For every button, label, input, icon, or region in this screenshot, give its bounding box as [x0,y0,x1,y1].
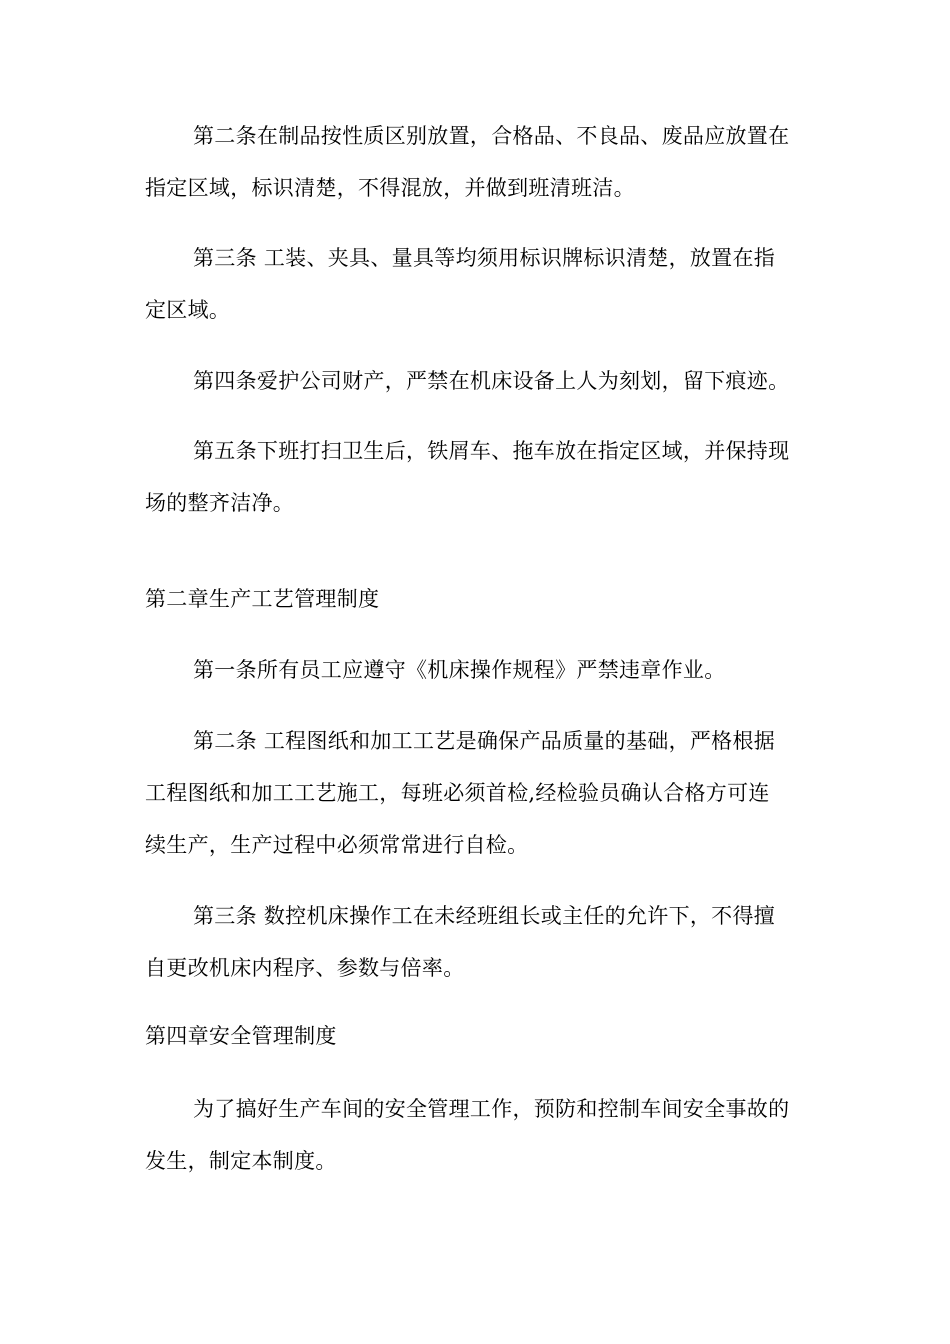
paragraph-ch4-intro-line-1: 为了搞好生产车间的安全管理工作，预防和控制车间安全事故的 [193,1097,790,1121]
paragraph-ch2-article-2-line-3: 续生产，生产过程中必须常常进行自检。 [145,833,529,857]
paragraph-article-3-line-2: 定区域。 [145,298,231,322]
paragraph-ch2-article-1: 第一条所有员工应遵守《机床操作规程》严禁违章作业。 [193,658,726,682]
paragraph-article-3-line-1: 第三条 工装、夹具、量具等均须用标识牌标识清楚，放置在指 [193,246,776,270]
paragraph-ch2-article-3-line-1: 第三条 数控机床操作工在未经班组长或主任的允许下，不得擅 [193,904,776,928]
chapter-4-heading: 第四章安全管理制度 [145,1024,337,1048]
paragraph-ch4-intro-line-2: 发生，制定本制度。 [145,1149,337,1173]
paragraph-article-5-line-1: 第五条下班打扫卫生后，铁屑车、拖车放在指定区域，并保持现 [193,439,790,463]
paragraph-article-4: 第四条爱护公司财产，严禁在机床设备上人为刻划，留下痕迹。 [193,369,790,393]
paragraph-article-2-line-2: 指定区域，标识清楚，不得混放，并做到班清班洁。 [145,176,635,200]
paragraph-ch2-article-3-line-2: 自更改机床内程序、参数与倍率。 [145,956,465,980]
paragraph-ch2-article-2-line-2: 工程图纸和加工工艺施工，每班必须首检,经检验员确认合格方可连 [145,781,770,805]
paragraph-article-5-line-2: 场的整齐洁净。 [145,491,295,515]
paragraph-article-2-line-1: 第二条在制品按性质区别放置，合格品、不良品、废品应放置在 [193,124,790,148]
chapter-2-heading: 第二章生产工艺管理制度 [145,587,380,611]
paragraph-ch2-article-2-line-1: 第二条 工程图纸和加工工艺是确保产品质量的基础，严格根据 [193,729,776,753]
